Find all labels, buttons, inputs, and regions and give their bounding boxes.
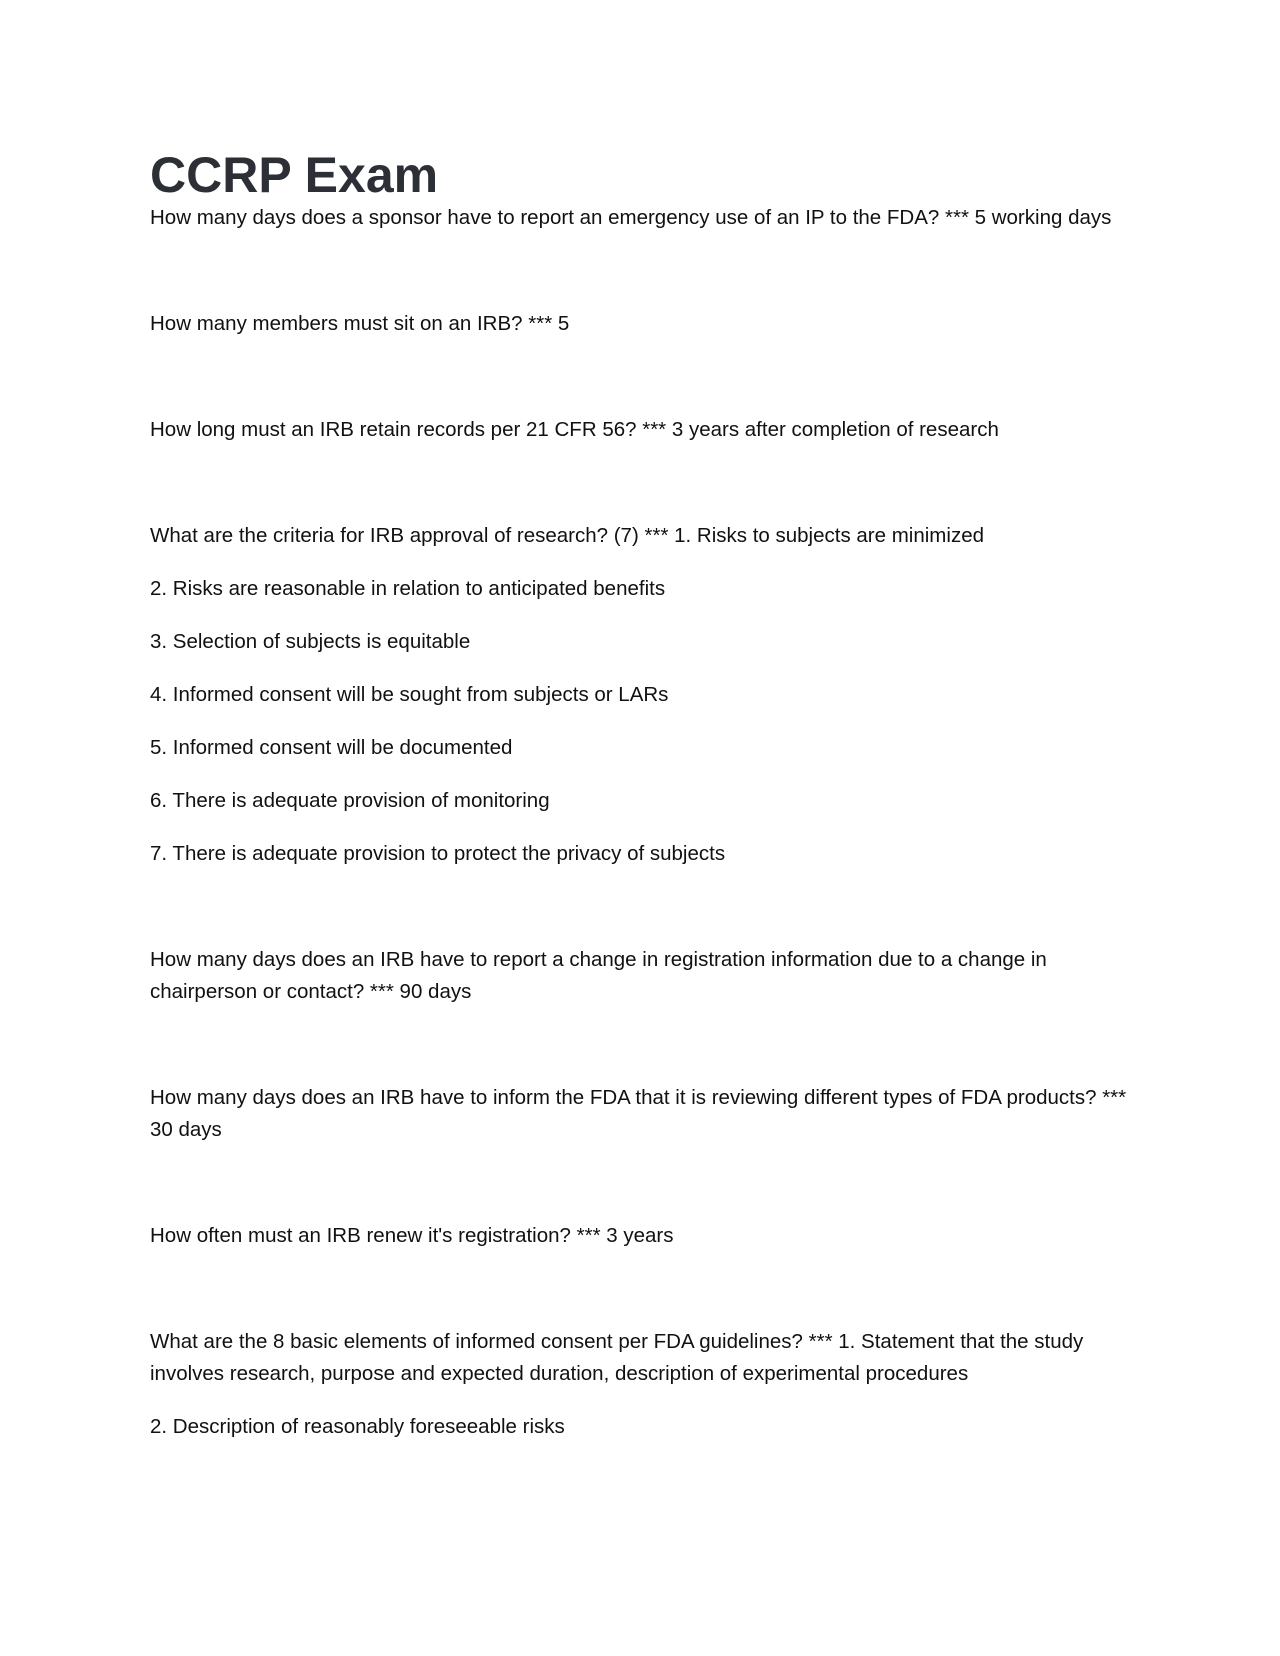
criteria-item-7: 7. There is adequate provision to protect the privacy of subjects (150, 842, 726, 865)
question-irb-records-retention: How long must an IRB retain records per 21 CFR 56? *** 3 years after completion of research (150, 418, 999, 441)
question-irb-registration-renewal: How often must an IRB renew it's registration? *** 3 years (150, 1224, 674, 1247)
question-irb-approval-criteria: What are the criteria for IRB approval of research? (7) *** 1. Risks to subjects are minimized (150, 524, 984, 547)
question-irb-members: How many members must sit on an IRB? *** 5 (150, 312, 570, 335)
question-irb-registration-change: How many days does an IRB have to report a change in registration information due to a change in chairperson or contact? *** 90 days (150, 948, 1047, 1003)
document-body (150, 147, 1135, 1443)
consent-element-2: 2. Description of reasonably foreseeable risks (150, 1415, 565, 1438)
question-informed-consent-elements: What are the 8 basic elements of informed consent per FDA guidelines? *** 1. Statement that the study involves research, purpose and expected duration, description of experimental procedures (150, 1330, 1084, 1385)
criteria-item-5: 5. Informed consent will be documented (150, 736, 513, 759)
criteria-item-6: 6. There is adequate provision of monitoring (150, 789, 550, 812)
criteria-item-3: 3. Selection of subjects is equitable (150, 630, 471, 653)
question-sponsor-emergency-use: How many days does a sponsor have to report an emergency use of an IP to the FDA? *** 5 working days (150, 206, 1112, 229)
document-title: CCRP Exam (150, 147, 439, 203)
criteria-item-4: 4. Informed consent will be sought from subjects or LARs (150, 683, 669, 706)
criteria-item-2: 2. Risks are reasonable in relation to anticipated benefits (150, 577, 666, 600)
question-irb-inform-fda-products: How many days does an IRB have to inform the FDA that it is reviewing different types of FDA products? *** 30 days (150, 1086, 1127, 1141)
